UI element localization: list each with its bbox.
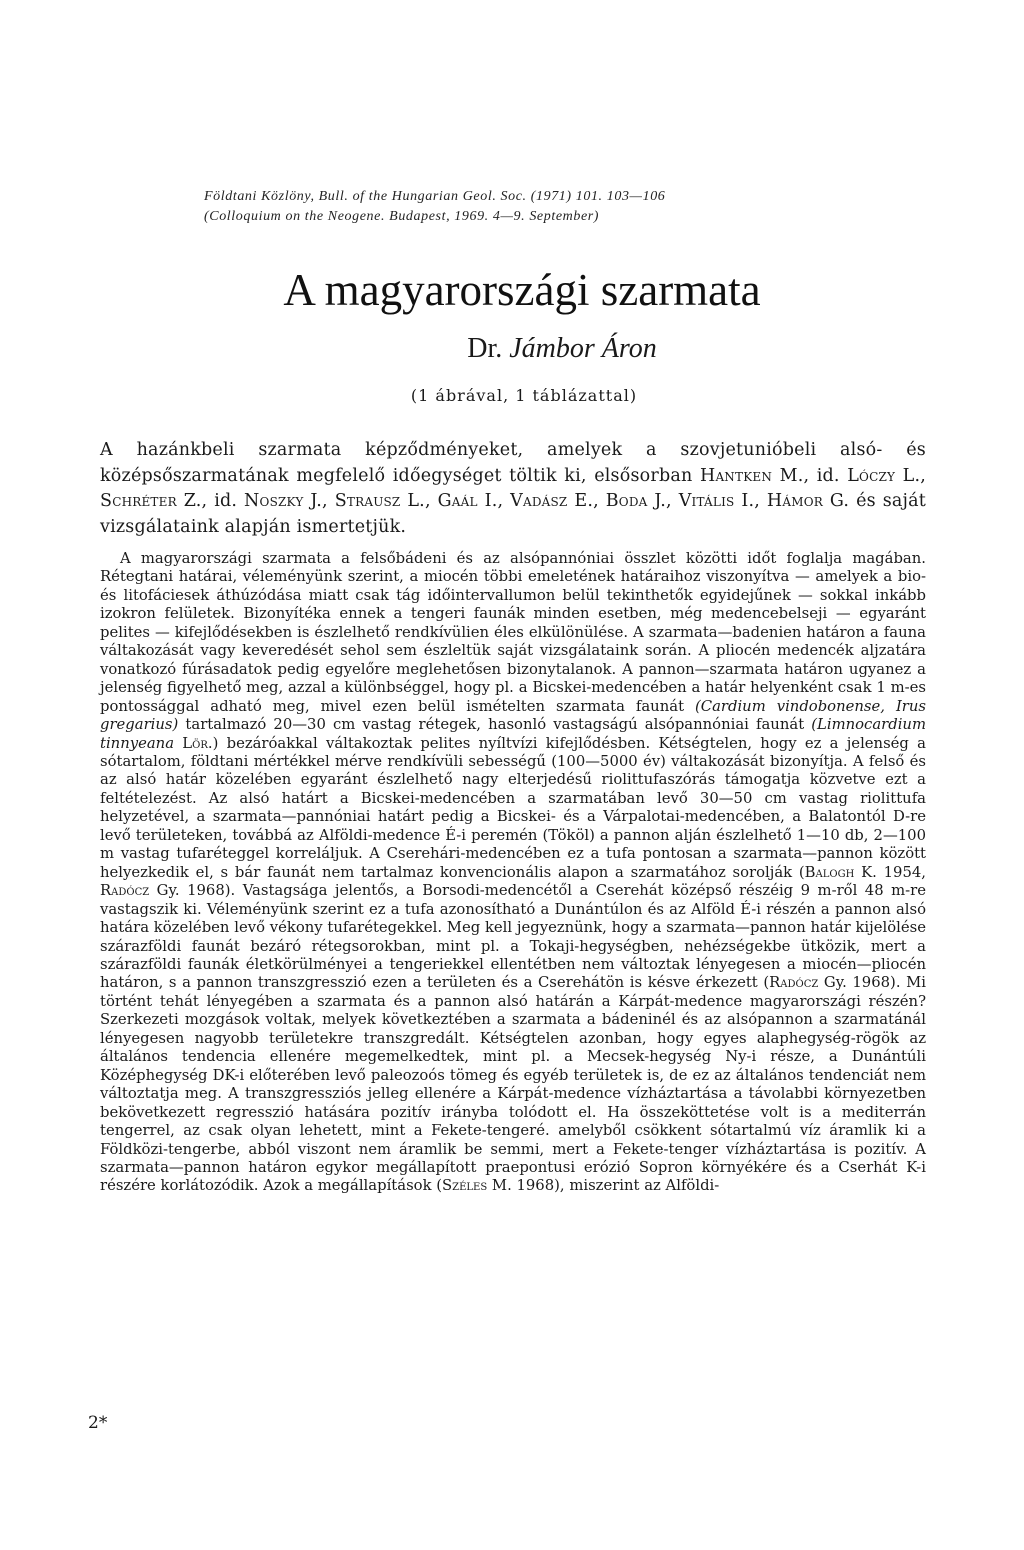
abstract-text: E.,: [567, 491, 606, 511]
abstract-text: L.,: [895, 465, 927, 486]
abstract-text: A hazánkbeli szarmata képződményeket, amelyek a szovjetunióbeli alsó- és középsőszarmatának megfelelő időegységet töltik ki, elsősorban: [100, 440, 926, 486]
article-body: [100, 550, 926, 1196]
author-ref: Gaál: [437, 491, 478, 511]
taxon-name: (Limnocardium tinnyeana: [100, 716, 926, 752]
author-ref: Hantken: [699, 465, 773, 486]
abstract-text: J.,: [303, 491, 335, 511]
author-ref: Schréter: [100, 491, 177, 511]
body-text: Gy. 1968). Vastagsága jelentős, a Borsodi-medencétől a Cserehát középső részéig 9 m-ről 48 m-re vastagszik ki. Véleményünk szerint ez a tufa azonosítható a Dunántúlon és az Alföld É-i részén a pannon alsó határa közelében levő vékony tufarétegekkel. Meg kell jegyeznünk, hogy a szarmata—pannon határ kijelölése szárazföldi faunát bezáró rétegsorokban, mint pl. a Tokaji-hegységben, nehézségekbe ütközik, mert a szárazföldi faunák életkörülményei a tengeriekkel ellentétben nem változtak lényegesen a miocén—pliocén határon, s a pannon transzgresszió ezen a területen és a Cserehátön is késve érkezett (: [100, 882, 926, 992]
author-ref: Strausz: [334, 491, 401, 511]
author-ref: Hámor: [766, 491, 823, 511]
body-text: tartalmazó 20—30 cm vastag rétegek, hasonló vastagságú alsópannóniai faunát: [178, 716, 812, 734]
abstract: [100, 438, 926, 540]
taxon-name: (Cardium vindobonense, Irus gregarius): [100, 697, 926, 734]
author-ref: Noszky: [244, 491, 304, 511]
body-text: Gy. 1968). Mi történt tehát lényegében a szarmata és a pannon alsó határán a Kárpát-medence magyarországi részén? Szerkezeti mozgások voltak, melyek következtében a szarmata a bádeninél és az alsópannon a szarmatánál lényegesen nagyobb területekre transzgredált. Kétségtelen azonban, hogy egyes alaphegység-rögök az általános tendencia ellenére megemelkedtek, mint pl. a Mecsek-hegység Ny-i része, a Dunántúli Középhegység DK-i előterében levő paleozoós tömeg és egyéb területek is, de ez az általános tendenciát nem változtatja meg. A transzgressziós jelleg ellenére a Kárpát-medence vízháztartása a távolabbi környezetben bekövetkezett regresszió hatására pozitív irányba tolódott el. Ha összeköttetése volt is a mediterrán tengerrel, az csak olyan lehetett, mint a Fekete-tengeré. amelyből csökkent sótartalmú víz áramlik ki a Földközi-tengerbe, abból viszont nem áramlik be semmi, mert a Fekete-tenger vízháztartása is pozitív. A szarmata—pannon határon egykor megállapított praepontusi erózió Sopron környékére és a Cserhát K-i részére korlátozódik. Azok a megállapítások (: [100, 974, 926, 1195]
colloquium-note: (Colloquium on the Neogene. Budapest, 1969. 4—9. September): [204, 209, 600, 224]
article-title: A magyarországi szarmata: [283, 265, 761, 315]
abstract-text: G. és saját vizsgálataink alapján ismertetjük.: [100, 491, 926, 537]
author-ref: Vadász: [510, 491, 568, 511]
abstract-text: L.,: [400, 491, 438, 511]
author-ref: Radócz: [100, 882, 150, 900]
journal-header: [204, 187, 844, 227]
article-subtitle: (1 ábrával, 1 táblázattal): [410, 386, 638, 405]
abstract-text: M., id.: [772, 465, 848, 486]
body-paragraph: [100, 550, 926, 1196]
body-text: A magyarországi szarmata a felsőbádeni és az alsópannóniai összlet közötti időt foglalja magában. Rétegtani határai, véleményünk szerint, a miocén többi emeletének határaihoz viszonyítva — amelyek a bio- és litofáciesek áthúzódása miatt csak tág időintervallumon belül tekinthetők egyidejűnek — sokkal inkább izokron felületek. Bizonyítéka ennek a tengeri faunák minden esetben, még medencebelseji — egyaránt pelites — kifejlődésekben is észlelhető rendkívülien éles elkülönülése. A szarmata—badenien határon a fauna váltakozását vagy keveredését sehol sem észleltük saját vizsgálataink során. A pliocén medencék aljzatára vonatkozó fúrásadatok pedig egyelőre meglehetősen bizonytalanok. A pannon—szarmata határon ugyanez a jelenség figyelhető meg, azzal a különbséggel, hogy pl. a Bicskei-medencében a határ helyenként csak 1 m-es pontossággal adható meg, mivel ezen belül ismételten szarmata faunát: [100, 550, 926, 715]
author: [0, 332, 1024, 366]
author-ref: Vitális: [678, 491, 735, 511]
author-ref: Balogh: [804, 863, 855, 881]
author-ref: Radócz: [769, 974, 819, 992]
author-ref: Széles: [442, 1177, 488, 1195]
abstract-text: I.,: [734, 491, 767, 511]
author-ref: Boda: [605, 491, 648, 511]
author-prefix: Dr.: [467, 333, 503, 364]
author-ref: Lóczy: [847, 465, 896, 486]
abstract-text: I.,: [477, 491, 511, 511]
abstract-text: J.,: [647, 491, 679, 511]
journal-citation: Földtani Közlöny, Bull. of the Hungarian Geol. Soc. (1971) 101. 103—106: [204, 189, 666, 204]
author-name: Jámbor Áron: [509, 333, 657, 364]
page-number: 2*: [88, 1413, 108, 1433]
author-ref: Lör.: [182, 734, 213, 752]
body-text: K. 1954,: [854, 863, 926, 881]
abstract-text: Z., id.: [176, 491, 245, 511]
body-text: M. 1968), miszerint az Alföldi-: [487, 1177, 720, 1195]
body-text: ) bezáróakkal váltakoztak pelites nyíltvízi kifejlődésben. Kétségtelen, hogy ez a jelenség a sótartalom, földtani mértékkel mérve rendkívüli sebességű (100—5000 év) váltakozását bizonyítja. A felső és az alsó határ közelében egyaránt észlelhető nagy elterjedésű riolittufaszórás támogatja közvetve ezt a feltételezést. Az alsó határt a Bicskei-medencében a szarmatában levő 30—50 cm vastag riolittufa helyzetével, a szarmata—pannóniai határt pedig a Bicskei- és a Várpalotai-medencében, a Balatontól D-re levő területeken, továbbá az Alföldi-medence É-i peremén (Tököl) a pannon alján észlelhető 1—10 db, 2—100 m vastag tufaréteggel korreláljuk. A Cserehári-medencében ez a tufa pontosan a szarmata—pannon között helyezkedik el, s bár faunát nem tartalmaz konvencionális alapon a szarmatához sorolják (: [100, 734, 926, 881]
